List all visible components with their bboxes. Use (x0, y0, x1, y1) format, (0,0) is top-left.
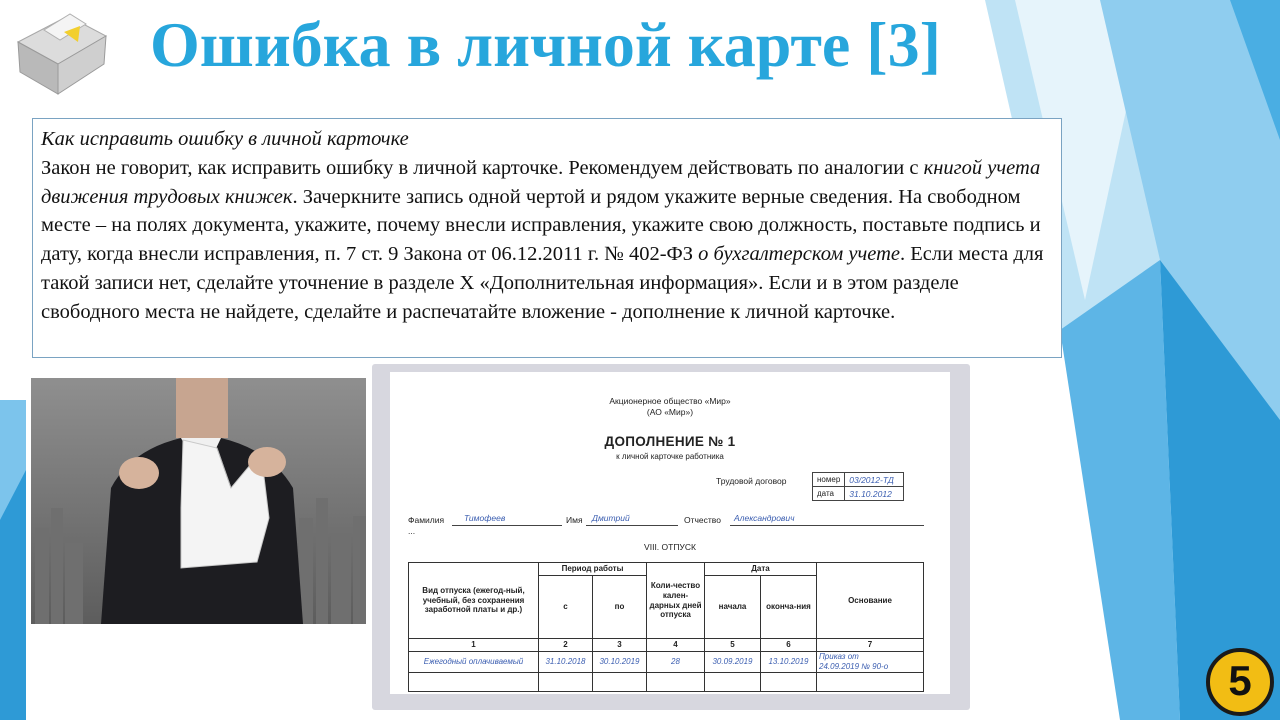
col-period-to-header: по (593, 576, 647, 639)
patronymic-underline (730, 525, 924, 526)
logo-icon (8, 2, 116, 102)
text-italic-1: книгой учета движения трудовых книжек (41, 156, 1041, 208)
ellipsis: ... (408, 526, 416, 536)
date-label: дата (813, 487, 845, 501)
date-value: 31.10.2012 (845, 487, 904, 501)
doc-subheading: к личной карточке работника (616, 452, 724, 461)
row-days: 28 (647, 652, 705, 673)
col-date-header: Дата (705, 563, 817, 576)
document-image (372, 364, 970, 710)
slide-title: Ошибка в личной карте [3] (150, 9, 941, 80)
section-title: VIII. ОТПУСК (644, 542, 696, 552)
col-number: 6 (761, 639, 817, 652)
row-basis (817, 652, 924, 673)
contract-table (812, 472, 904, 501)
text-body (41, 154, 1053, 327)
table-row (409, 672, 924, 691)
col-kind-header: Вид отпуска (ежегод-ный, учебный, без сохранения заработной платы и др.) (409, 563, 539, 639)
name-underline (586, 525, 678, 526)
name-label: Имя (566, 515, 583, 525)
leave-table (408, 562, 924, 692)
col-number: 1 (409, 639, 539, 652)
col-period-from-header: с (539, 576, 593, 639)
col-days-header: Коли-чество кален-дарных дней отпуска (647, 563, 705, 639)
contract-label: Трудовой договор (716, 476, 787, 486)
document-paper (390, 372, 950, 694)
col-period-header: Период работы (539, 563, 647, 576)
name-value: Дмитрий (592, 513, 630, 523)
table-row (409, 652, 924, 673)
row-start: 30.09.2019 (705, 652, 761, 673)
doc-org-line-1: Акционерное общество «Мир» (609, 396, 731, 406)
col-date-start-header: начала (705, 576, 761, 639)
row-end: 13.10.2019 (761, 652, 817, 673)
doc-heading: ДОПОЛНЕНИЕ № 1 (604, 434, 736, 449)
col-number: 7 (817, 639, 924, 652)
patronymic-value: Александрович (734, 513, 795, 523)
row-basis-line-2: 24.09.2019 № 90-о (819, 661, 889, 671)
surname-label: Фамилия (408, 515, 445, 525)
number-label: номер (813, 473, 845, 487)
col-basis-header: Основание (817, 563, 924, 639)
row-from: 31.10.2018 (539, 652, 593, 673)
col-date-end-header: оконча-ния (761, 576, 817, 639)
text-part-3: . Если места для такой записи нет, сделайте уточнение в разделе X «Дополнительная информация». Если и в этом разделе свободного места не найдете, сделайте и распечатайте вложение - дополнение к личной карточке. (41, 243, 1044, 323)
col-number: 3 (593, 639, 647, 652)
row-basis-line-1: Приказ от (819, 652, 859, 661)
doc-org-line-2: (АО «Мир») (646, 407, 694, 417)
col-number: 5 (705, 639, 761, 652)
text-block (32, 118, 1062, 358)
col-number: 4 (647, 639, 705, 652)
surname-value: Тимофеев (464, 513, 506, 523)
text-heading: Как исправить ошибку в личной карточке (41, 128, 409, 150)
surname-underline (452, 525, 562, 526)
doc-org (390, 396, 950, 418)
number-value: 03/2012-ТД (845, 473, 904, 487)
businessman-tearing-paper-image (31, 378, 366, 624)
text-part-1: Закон не говорит, как исправить ошибку в личной карточке. Рекомендуем действовать по аналогии с (41, 156, 924, 179)
page-number-badge: 5 (1206, 648, 1274, 716)
text-italic-2: о бухгалтерском учете (698, 243, 901, 266)
col-number: 2 (539, 639, 593, 652)
row-kind: Ежегодный оплачиваемый (409, 652, 539, 673)
patronymic-label: Отчество (684, 515, 721, 525)
row-to: 30.10.2019 (593, 652, 647, 673)
text-part-2: . Зачеркните запись одной чертой и рядом укажите верные сведения. На свободном месте – на полях документа, укажите, почему внесли исправления, укажите свою должность, поставьте подпись и дату, когда внесли исправления, п. 7 ст. 9 Закона от 06.12.2011 г. № 402-ФЗ (41, 185, 1041, 266)
